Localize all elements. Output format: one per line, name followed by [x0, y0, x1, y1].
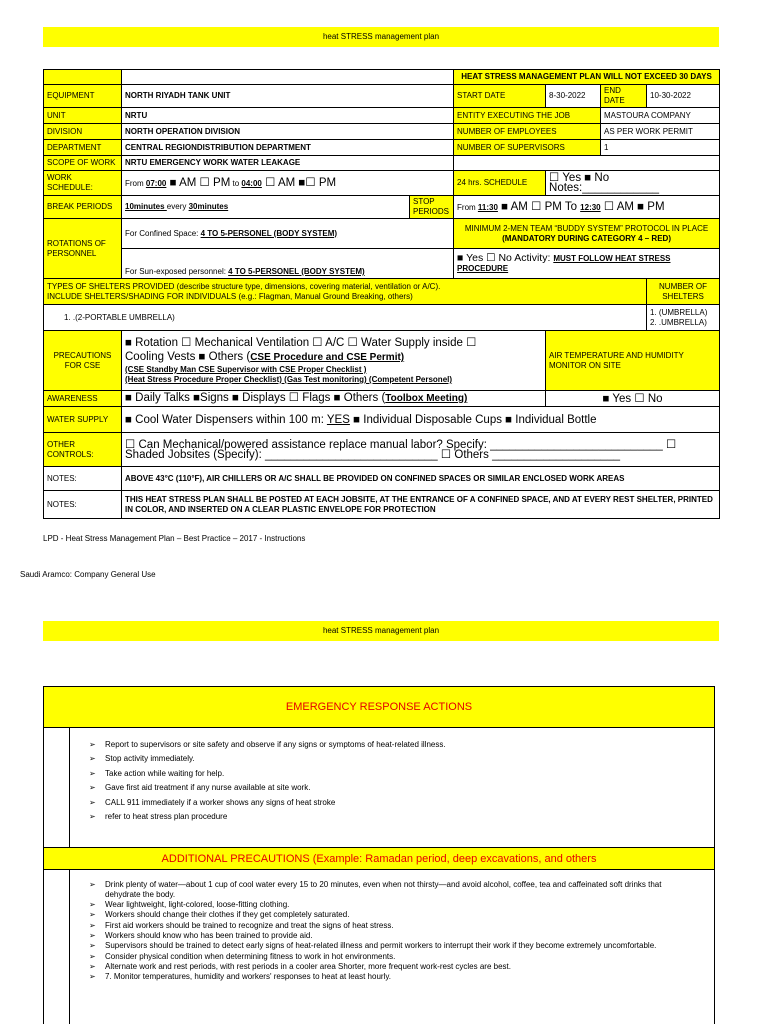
awareness-value-a: ■ Daily Talks ■Signs ■ Displays ☐ Flags ■ Others ( — [125, 392, 386, 404]
break-every: every — [166, 202, 189, 211]
arrow-bullet-icon: ➢ — [89, 961, 96, 971]
precautions-line-3: (CSE Standby Man CSE Supervisor with CSE Proper Checklist ) — [125, 365, 367, 374]
break-minutes: 10minutes — [125, 202, 167, 211]
employees-label: NUMBER OF EMPLOYEES — [454, 124, 601, 140]
additional-precautions-title: ADDITIONAL PRECAUTIONS (Example: Ramadan period, deep excavations, and others — [44, 848, 714, 870]
awareness-value — [122, 391, 546, 407]
list-item-text: Gave first aid treatment if any nurse available at site work. — [105, 783, 311, 793]
schedule-from-label: From — [125, 179, 144, 188]
break-periods-label: BREAK PERIODS — [44, 196, 122, 219]
arrow-bullet-icon: ➢ — [89, 797, 96, 807]
arrow-bullet-icon: ➢ — [89, 900, 96, 910]
emergency-list — [89, 740, 714, 822]
list-item — [89, 812, 714, 822]
schedule-to-label: to — [230, 179, 242, 188]
list-item — [89, 769, 714, 779]
list-item-text: Supervisors should be trained to detect early signs of heat-related illness and permit workers to interrupt their work if they become extremely uncomfortable. — [105, 941, 657, 951]
division-value: NORTH OPERATION DIVISION — [122, 124, 454, 140]
shelter-types-header — [44, 279, 647, 305]
additional-list — [89, 880, 714, 982]
division-label: DIVISION — [44, 124, 122, 140]
stop-from-label: From — [457, 203, 478, 212]
emergency-title: EMERGENCY RESPONSE ACTIONS — [44, 687, 714, 728]
stop-end: 12:30 — [580, 203, 601, 212]
list-item — [89, 910, 714, 920]
arrow-bullet-icon: ➢ — [89, 910, 96, 920]
other-controls-line-1: ☐ Can Mechanical/powered assistance replace manual labor? Specify: ___________________________ ☐ — [125, 438, 677, 451]
employees-value: AS PER WORK PERMIT — [601, 124, 720, 140]
list-item — [89, 798, 714, 808]
water-supply-label: WATER SUPPLY — [44, 407, 122, 433]
arrow-bullet-icon: ➢ — [89, 783, 96, 793]
schedule-ampm-2: ☐ AM ■☐ PM — [261, 177, 337, 189]
water-value-a: ■ Cool Water Dispensers within 100 m: — [125, 413, 327, 426]
shelter-item: 1. .(2-PORTABLE UMBRELLA) — [44, 305, 647, 331]
arrow-bullet-icon: ➢ — [89, 930, 96, 940]
notes-label: NOTES: — [44, 491, 122, 519]
emergency-section — [43, 686, 715, 1024]
sun-prefix: For Sun-exposed personnel: — [125, 267, 229, 276]
entity-value: MASTOURA COMPANY — [601, 108, 720, 124]
classification-label: Saudi Aramco: Company General Use — [20, 570, 156, 579]
awareness-label: AWARENESS — [44, 391, 122, 407]
break-periods-value — [122, 196, 410, 219]
list-item — [89, 754, 714, 764]
break-interval: 30minutes — [188, 202, 229, 211]
rotations-label: ROTATIONS OF PERSONNEL — [44, 219, 122, 279]
sun-value: 4 TO 5-PERSONEL (BODY SYSTEM) — [228, 267, 365, 276]
stop-ampm-2: ☐ AM ■ PM — [600, 201, 665, 213]
plan-duration-header: HEAT STRESS MANAGEMENT PLAN WILL NOT EXCEED 30 DAYS — [454, 70, 720, 85]
list-item — [89, 941, 714, 951]
stop-ampm-1: ■ AM ☐ PM To — [497, 201, 581, 213]
end-date-label: END DATE — [601, 85, 647, 108]
list-item-text: refer to heat stress plan procedure — [105, 811, 228, 821]
shelter-count-1: 1. (UMBRELLA) — [650, 307, 708, 317]
list-item-text: Wear lightweight, light-colored, loose-fitting clothing. — [105, 900, 290, 910]
shelter-types-line-1: TYPES OF SHELTERS PROVIDED (describe structure type, dimensions, covering material, ventilation or A/C). — [47, 281, 441, 291]
air-temp-monitor-label: AIR TEMPERATURE AND HUMIDITY MONITOR ON SITE — [546, 331, 720, 391]
footer-instructions: LPD - Heat Stress Management Plan – Best Practice – 2017 - Instructions — [43, 534, 306, 543]
precautions-label: PRECAUTIONS FOR CSE — [44, 331, 122, 391]
other-controls-label: OTHER CONTROLS: — [44, 433, 122, 467]
precautions-value — [122, 331, 546, 391]
water-value-yes: YES — [326, 413, 350, 426]
precautions-line-2a: Cooling Vests ■ Others ( — [125, 351, 251, 363]
activity-prefix: ■ Yes ☐ No Activity: — [457, 252, 554, 264]
arrow-bullet-icon: ➢ — [89, 920, 96, 930]
arrow-bullet-icon: ➢ — [89, 972, 96, 982]
list-item-text: First aid workers should be trained to recognize and treat the signs of heat stress. — [105, 920, 394, 930]
arrow-bullet-icon: ➢ — [89, 811, 96, 821]
list-item — [89, 972, 714, 982]
list-item-text: Workers should know who has been trained to provide aid. — [105, 930, 313, 940]
list-item — [89, 783, 714, 793]
supervisors-value: 1 — [601, 140, 720, 156]
schedule-ampm-1: ■ AM ☐ PM — [166, 177, 231, 189]
activity-value: MUST FOLLOW HEAT STRESS PROCEDURE — [457, 254, 671, 273]
arrow-bullet-icon: ➢ — [89, 880, 96, 889]
precautions-line-1: ■ Rotation ☐ Mechanical Ventilation ☐ A/C ☐ Water Supply inside ☐ — [125, 337, 477, 349]
list-item-text: Report to supervisors or site safety and observe if any signs or symptoms of heat-related illness. — [105, 740, 446, 749]
notes-label: NOTES: — [44, 467, 122, 491]
arrow-bullet-icon: ➢ — [89, 740, 96, 749]
schedule-start: 07:00 — [145, 179, 167, 188]
emergency-list-container — [44, 728, 714, 848]
water-supply-value — [122, 407, 720, 433]
list-item-text: Take action while waiting for help. — [105, 768, 225, 778]
buddy-system-note — [454, 219, 720, 249]
precautions-line-2b: CSE Procedure and CSE Permit) — [250, 352, 405, 363]
confined-space-rotation — [122, 219, 454, 249]
other-controls-value — [122, 433, 720, 467]
entity-label: ENTITY EXECUTING THE JOB — [454, 108, 601, 124]
other-controls-line-2: Shaded Jobsites (Specify): ___________________________ ☐ Others ____________________ — [125, 448, 620, 461]
schedule-24h-value: ☐ Yes ■ No Notes:____________ — [546, 171, 720, 196]
list-item — [89, 952, 714, 962]
schedule-end: 04:00 — [241, 179, 262, 188]
shelters-number-label: NUMBER OF SHELTERS — [647, 279, 720, 305]
buddy-line-1: MINIMUM 2-MEN TEAM “BUDDY SYSTEM” PROTOCOL IN PLACE — [464, 223, 709, 233]
list-item-text: 7. Monitor temperatures, humidity and workers' responses to heat at least hourly. — [105, 972, 391, 982]
list-item-text: Workers should change their clothes if they get completely saturated. — [105, 910, 350, 920]
activity-cell — [454, 249, 720, 279]
blank-cell — [454, 156, 720, 171]
list-item — [89, 962, 714, 972]
arrow-bullet-icon: ➢ — [89, 768, 96, 778]
scope-value: NRTU EMERGENCY WORK WATER LEAKAGE — [122, 156, 454, 171]
list-item — [89, 880, 714, 900]
list-item — [89, 900, 714, 910]
stop-start: 11:30 — [477, 203, 498, 212]
supervisors-label: NUMBER OF SUPERVISORS — [454, 140, 601, 156]
awareness-value-b: Toolbox Meeting) — [385, 393, 468, 404]
plan-banner: heat STRESS management plan — [43, 27, 719, 47]
shelter-types-line-2: INCLUDE SHELTERS/SHADING FOR INDIVIDUALS (e.g.: Flagman, Manual Ground Breaking, others) — [47, 291, 413, 301]
shelter-counts — [647, 305, 720, 331]
awareness-yes-no: ■ Yes ☐ No — [546, 391, 720, 407]
schedule-24h-label: 24 hrs. SCHEDULE — [454, 171, 546, 196]
arrow-bullet-icon: ➢ — [89, 951, 96, 961]
start-date-value: 8-30-2022 — [546, 85, 601, 108]
work-schedule-value — [122, 171, 454, 196]
department-value: CENTRAL REGIONDISTRIBUTION DEPARTMENT — [122, 140, 454, 156]
list-item — [89, 921, 714, 931]
equipment-value: NORTH RIYADH TANK UNIT — [122, 85, 454, 108]
notes-2: THIS HEAT STRESS PLAN SHALL BE POSTED AT EACH JOBSITE, AT THE ENTRANCE OF A CONFINED SPACE, AND AT EVERY REST SHELTER, PRINTED IN COLOR, AND INSERTED ON A CLEAR PLASTIC ENVELOPE FOR PROTECTION — [122, 491, 720, 519]
water-value-b: ■ Individual Disposable Cups ■ Individual Bottle — [349, 413, 597, 426]
stop-periods-value — [454, 196, 720, 219]
additional-list-container — [44, 870, 714, 1024]
work-schedule-label: WORK SCHEDULE: — [44, 171, 122, 196]
shelter-count-2: 2. .UMBRELLA) — [650, 317, 707, 327]
scope-label: SCOPE OF WORK — [44, 156, 122, 171]
end-date-value: 10-30-2022 — [647, 85, 720, 108]
precautions-line-4: (Heat Stress Procedure Proper Checklist) (Gas Test monitoring) (Competent Personel) — [125, 375, 453, 384]
list-item-text: Stop activity immediately. — [105, 754, 195, 764]
arrow-bullet-icon: ➢ — [89, 941, 96, 951]
precautions-line-2 — [125, 350, 542, 365]
unit-label: UNIT — [44, 108, 122, 124]
blank-cell — [122, 70, 454, 85]
confined-prefix: For Confined Space: — [125, 228, 201, 238]
stop-periods-label: STOP PERIODS — [410, 196, 454, 219]
equipment-label: EQUIPMENT — [44, 85, 122, 108]
list-item-text: Drink plenty of water—about 1 cup of cool water every 15 to 20 minutes, even when not thirsty—and avoid alcohol, coffee, tea and caffeinated soft drinks that dehydrate the body. — [105, 880, 662, 899]
department-label: DEPARTMENT — [44, 140, 122, 156]
blank-cell — [44, 70, 122, 85]
start-date-label: START DATE — [454, 85, 546, 108]
confined-value: 4 TO 5-PERSONEL (BODY SYSTEM) — [200, 228, 338, 238]
list-item — [89, 740, 714, 750]
buddy-line-2: (MANDATORY DURING CATEGORY 4 – RED) — [502, 233, 671, 243]
list-item-text: CALL 911 immediately if a worker shows any signs of heat stroke — [105, 797, 336, 807]
notes-1: ABOVE 43°C (110°F), AIR CHILLERS OR A/C SHALL BE PROVIDED ON CONFINED SPACES OR SIMILAR ENCLOSED WORK AREAS — [122, 467, 720, 491]
unit-value: NRTU — [122, 108, 454, 124]
arrow-bullet-icon: ➢ — [89, 754, 96, 764]
list-item-text: Alternate work and rest periods, with rest periods in a cooler area Shorter, more frequent work-rest cycles are best. — [105, 961, 511, 971]
list-item-text: Consider physical condition when determining fitness to work in hot environments. — [105, 951, 396, 961]
list-item — [89, 931, 714, 941]
heat-stress-plan-table — [43, 69, 720, 519]
plan-banner-2: heat STRESS management plan — [43, 621, 719, 641]
sun-exposed-rotation — [122, 249, 454, 279]
